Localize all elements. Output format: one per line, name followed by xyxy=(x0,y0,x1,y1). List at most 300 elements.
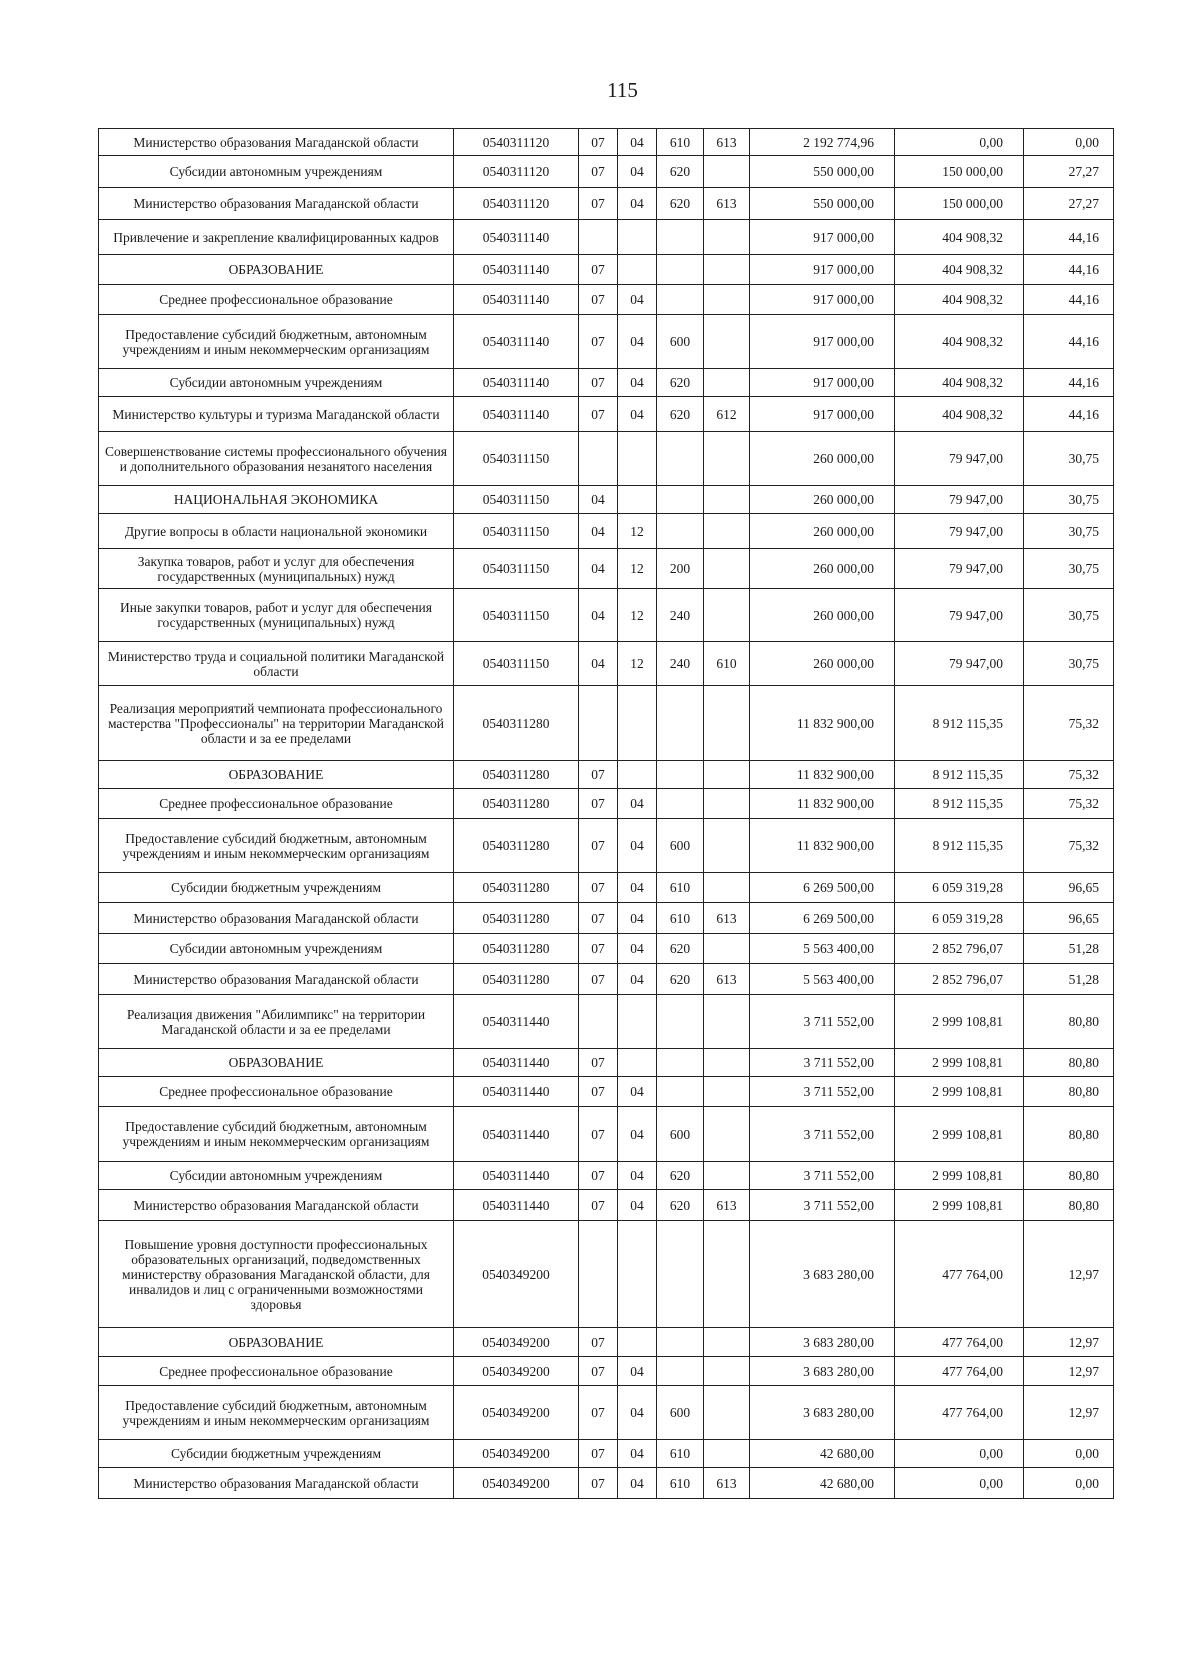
table-row xyxy=(99,964,1114,995)
row-percent: 30,75 xyxy=(1024,549,1114,589)
row-section: 07 xyxy=(579,789,618,819)
row-name: Повышение уровня доступности профессиональных образовательных организаций, подведомственных министерству образования Магаданской области, для инвалидов и лиц с ограниченными возможностями здоровья xyxy=(99,1221,454,1328)
row-code: 0540311150 xyxy=(454,486,579,514)
row-subsection xyxy=(618,686,657,761)
row-admin-code xyxy=(704,1440,750,1468)
row-expense-type xyxy=(657,220,704,255)
row-admin-code xyxy=(704,589,750,642)
row-code: 0540311440 xyxy=(454,1107,579,1162)
table-row xyxy=(99,369,1114,397)
row-subsection: 04 xyxy=(618,903,657,934)
row-percent: 12,97 xyxy=(1024,1328,1114,1357)
row-plan-amount: 3 711 552,00 xyxy=(750,1049,895,1077)
row-percent: 80,80 xyxy=(1024,1190,1114,1221)
row-plan-amount: 6 269 500,00 xyxy=(750,903,895,934)
row-percent: 80,80 xyxy=(1024,1077,1114,1107)
row-admin-code xyxy=(704,1221,750,1328)
row-code: 0540311280 xyxy=(454,903,579,934)
row-subsection: 12 xyxy=(618,514,657,549)
row-plan-amount: 550 000,00 xyxy=(750,156,895,188)
row-actual-amount: 2 999 108,81 xyxy=(895,1107,1024,1162)
row-actual-amount: 477 764,00 xyxy=(895,1221,1024,1328)
row-subsection: 04 xyxy=(618,1357,657,1386)
row-subsection: 04 xyxy=(618,873,657,903)
row-admin-code xyxy=(704,220,750,255)
row-admin-code xyxy=(704,819,750,873)
row-actual-amount: 79 947,00 xyxy=(895,642,1024,686)
table-row xyxy=(99,188,1114,220)
row-subsection xyxy=(618,1328,657,1357)
row-expense-type: 240 xyxy=(657,589,704,642)
row-code: 0540349200 xyxy=(454,1221,579,1328)
row-actual-amount: 2 852 796,07 xyxy=(895,934,1024,964)
row-expense-type xyxy=(657,686,704,761)
row-expense-type: 610 xyxy=(657,903,704,934)
row-actual-amount: 6 059 319,28 xyxy=(895,873,1024,903)
row-actual-amount: 404 908,32 xyxy=(895,285,1024,315)
row-percent: 51,28 xyxy=(1024,934,1114,964)
row-section: 07 xyxy=(579,819,618,873)
row-actual-amount: 79 947,00 xyxy=(895,432,1024,486)
table-row xyxy=(99,1049,1114,1077)
row-expense-type xyxy=(657,1328,704,1357)
row-name: Министерство труда и социальной политики Магаданской области xyxy=(99,642,454,686)
budget-table-body xyxy=(99,129,1114,1499)
row-section: 07 xyxy=(579,397,618,432)
row-name: Закупка товаров, работ и услуг для обеспечения государственных (муниципальных) нужд xyxy=(99,549,454,589)
row-plan-amount: 3 683 280,00 xyxy=(750,1386,895,1440)
row-section: 07 xyxy=(579,255,618,285)
row-code: 0540311150 xyxy=(454,514,579,549)
row-plan-amount: 2 192 774,96 xyxy=(750,129,895,156)
row-subsection: 04 xyxy=(618,789,657,819)
row-code: 0540311280 xyxy=(454,873,579,903)
row-percent: 51,28 xyxy=(1024,964,1114,995)
row-expense-type: 200 xyxy=(657,549,704,589)
row-name: ОБРАЗОВАНИЕ xyxy=(99,1328,454,1357)
row-percent: 0,00 xyxy=(1024,129,1114,156)
row-admin-code xyxy=(704,549,750,589)
row-expense-type: 620 xyxy=(657,1162,704,1190)
row-section: 07 xyxy=(579,1357,618,1386)
row-subsection: 04 xyxy=(618,1162,657,1190)
row-percent: 44,16 xyxy=(1024,397,1114,432)
row-plan-amount: 260 000,00 xyxy=(750,514,895,549)
row-code: 0540311120 xyxy=(454,156,579,188)
row-percent: 75,32 xyxy=(1024,789,1114,819)
table-row xyxy=(99,1190,1114,1221)
row-admin-code xyxy=(704,873,750,903)
row-admin-code: 613 xyxy=(704,1190,750,1221)
row-admin-code xyxy=(704,1077,750,1107)
row-section: 07 xyxy=(579,1049,618,1077)
row-percent: 75,32 xyxy=(1024,761,1114,789)
row-name: Реализация мероприятий чемпионата профессионального мастерства "Профессионалы" на территории Магаданской области и за ее пределами xyxy=(99,686,454,761)
row-expense-type xyxy=(657,1077,704,1107)
table-row xyxy=(99,315,1114,369)
row-section: 07 xyxy=(579,934,618,964)
row-actual-amount: 404 908,32 xyxy=(895,255,1024,285)
row-name: Иные закупки товаров, работ и услуг для обеспечения государственных (муниципальных) нужд xyxy=(99,589,454,642)
table-row xyxy=(99,486,1114,514)
table-row xyxy=(99,995,1114,1049)
row-percent: 30,75 xyxy=(1024,589,1114,642)
row-plan-amount: 260 000,00 xyxy=(750,486,895,514)
row-section: 07 xyxy=(579,369,618,397)
row-expense-type: 620 xyxy=(657,397,704,432)
row-actual-amount: 8 912 115,35 xyxy=(895,761,1024,789)
row-admin-code xyxy=(704,255,750,285)
row-actual-amount: 0,00 xyxy=(895,1468,1024,1499)
row-plan-amount: 11 832 900,00 xyxy=(750,789,895,819)
row-plan-amount: 917 000,00 xyxy=(750,220,895,255)
row-admin-code xyxy=(704,432,750,486)
row-actual-amount: 8 912 115,35 xyxy=(895,789,1024,819)
row-actual-amount: 150 000,00 xyxy=(895,156,1024,188)
row-name: Министерство образования Магаданской области xyxy=(99,129,454,156)
table-row xyxy=(99,1162,1114,1190)
row-code: 0540311440 xyxy=(454,1049,579,1077)
row-expense-type: 610 xyxy=(657,873,704,903)
row-admin-code xyxy=(704,285,750,315)
table-row xyxy=(99,589,1114,642)
row-expense-type: 620 xyxy=(657,188,704,220)
row-admin-code: 612 xyxy=(704,397,750,432)
row-code: 0540311280 xyxy=(454,789,579,819)
row-percent: 27,27 xyxy=(1024,188,1114,220)
row-actual-amount: 150 000,00 xyxy=(895,188,1024,220)
row-plan-amount: 42 680,00 xyxy=(750,1468,895,1499)
table-row xyxy=(99,285,1114,315)
table-row xyxy=(99,220,1114,255)
row-name: Среднее профессиональное образование xyxy=(99,1357,454,1386)
row-admin-code xyxy=(704,1162,750,1190)
row-code: 0540349200 xyxy=(454,1328,579,1357)
row-plan-amount: 5 563 400,00 xyxy=(750,934,895,964)
row-subsection: 12 xyxy=(618,549,657,589)
row-percent: 96,65 xyxy=(1024,873,1114,903)
row-subsection: 04 xyxy=(618,397,657,432)
row-plan-amount: 917 000,00 xyxy=(750,255,895,285)
row-subsection: 04 xyxy=(618,819,657,873)
row-code: 0540311140 xyxy=(454,369,579,397)
row-actual-amount: 404 908,32 xyxy=(895,397,1024,432)
row-plan-amount: 550 000,00 xyxy=(750,188,895,220)
row-actual-amount: 79 947,00 xyxy=(895,486,1024,514)
row-admin-code xyxy=(704,789,750,819)
row-section: 07 xyxy=(579,285,618,315)
row-subsection xyxy=(618,255,657,285)
row-plan-amount: 3 711 552,00 xyxy=(750,995,895,1049)
row-percent: 27,27 xyxy=(1024,156,1114,188)
row-actual-amount: 8 912 115,35 xyxy=(895,819,1024,873)
row-admin-code xyxy=(704,1328,750,1357)
row-subsection: 12 xyxy=(618,589,657,642)
row-plan-amount: 260 000,00 xyxy=(750,432,895,486)
row-percent: 44,16 xyxy=(1024,255,1114,285)
row-percent: 80,80 xyxy=(1024,1162,1114,1190)
row-plan-amount: 3 711 552,00 xyxy=(750,1107,895,1162)
row-percent: 0,00 xyxy=(1024,1440,1114,1468)
row-code: 0540349200 xyxy=(454,1386,579,1440)
row-percent: 96,65 xyxy=(1024,903,1114,934)
row-plan-amount: 260 000,00 xyxy=(750,589,895,642)
row-section: 07 xyxy=(579,964,618,995)
row-name: Среднее профессиональное образование xyxy=(99,1077,454,1107)
row-section: 07 xyxy=(579,1468,618,1499)
row-code: 0540349200 xyxy=(454,1468,579,1499)
row-expense-type: 600 xyxy=(657,819,704,873)
row-name: ОБРАЗОВАНИЕ xyxy=(99,1049,454,1077)
row-code: 0540311140 xyxy=(454,255,579,285)
row-section: 04 xyxy=(579,549,618,589)
row-expense-type: 620 xyxy=(657,1190,704,1221)
row-subsection: 04 xyxy=(618,315,657,369)
row-subsection: 04 xyxy=(618,369,657,397)
row-plan-amount: 3 711 552,00 xyxy=(750,1162,895,1190)
row-name: Министерство культуры и туризма Магаданской области xyxy=(99,397,454,432)
table-row xyxy=(99,1221,1114,1328)
row-section: 07 xyxy=(579,156,618,188)
budget-table xyxy=(98,128,1114,1499)
row-expense-type: 610 xyxy=(657,1440,704,1468)
row-name: Предоставление субсидий бюджетным, автономным учреждениям и иным некоммерческим организациям xyxy=(99,1386,454,1440)
row-code: 0540311280 xyxy=(454,819,579,873)
table-row xyxy=(99,819,1114,873)
row-percent: 12,97 xyxy=(1024,1386,1114,1440)
row-section xyxy=(579,432,618,486)
row-subsection xyxy=(618,761,657,789)
table-row xyxy=(99,397,1114,432)
row-plan-amount: 260 000,00 xyxy=(750,549,895,589)
row-name: Министерство образования Магаданской области xyxy=(99,1190,454,1221)
row-section: 07 xyxy=(579,1386,618,1440)
row-expense-type xyxy=(657,432,704,486)
table-row xyxy=(99,156,1114,188)
row-name: Предоставление субсидий бюджетным, автономным учреждениям и иным некоммерческим организациям xyxy=(99,315,454,369)
row-admin-code xyxy=(704,995,750,1049)
row-expense-type: 240 xyxy=(657,642,704,686)
row-plan-amount: 260 000,00 xyxy=(750,642,895,686)
row-code: 0540311280 xyxy=(454,964,579,995)
row-plan-amount: 917 000,00 xyxy=(750,315,895,369)
row-code: 0540311150 xyxy=(454,589,579,642)
row-name: Предоставление субсидий бюджетным, автономным учреждениям и иным некоммерческим организациям xyxy=(99,819,454,873)
row-expense-type xyxy=(657,1221,704,1328)
row-percent: 80,80 xyxy=(1024,1049,1114,1077)
row-plan-amount: 3 683 280,00 xyxy=(750,1328,895,1357)
row-expense-type xyxy=(657,761,704,789)
row-name: ОБРАЗОВАНИЕ xyxy=(99,761,454,789)
row-admin-code xyxy=(704,1107,750,1162)
row-subsection xyxy=(618,486,657,514)
row-expense-type: 610 xyxy=(657,129,704,156)
table-row xyxy=(99,903,1114,934)
table-row xyxy=(99,1107,1114,1162)
row-actual-amount: 79 947,00 xyxy=(895,589,1024,642)
row-name: Среднее профессиональное образование xyxy=(99,789,454,819)
row-name: Министерство образования Магаданской области xyxy=(99,903,454,934)
row-expense-type xyxy=(657,255,704,285)
row-admin-code: 613 xyxy=(704,964,750,995)
row-actual-amount: 79 947,00 xyxy=(895,514,1024,549)
row-subsection: 04 xyxy=(618,1386,657,1440)
row-name: Привлечение и закрепление квалифицированных кадров xyxy=(99,220,454,255)
row-expense-type xyxy=(657,789,704,819)
row-name: Другие вопросы в области национальной экономики xyxy=(99,514,454,549)
row-admin-code: 610 xyxy=(704,642,750,686)
table-row xyxy=(99,255,1114,285)
row-percent: 75,32 xyxy=(1024,686,1114,761)
row-section: 07 xyxy=(579,315,618,369)
row-plan-amount: 3 683 280,00 xyxy=(750,1357,895,1386)
row-subsection xyxy=(618,1049,657,1077)
row-name: Субсидии автономным учреждениям xyxy=(99,934,454,964)
row-section: 07 xyxy=(579,903,618,934)
row-section: 07 xyxy=(579,188,618,220)
row-actual-amount: 404 908,32 xyxy=(895,315,1024,369)
row-name: Субсидии автономным учреждениям xyxy=(99,156,454,188)
row-plan-amount: 3 683 280,00 xyxy=(750,1221,895,1328)
row-percent: 44,16 xyxy=(1024,315,1114,369)
row-code: 0540311280 xyxy=(454,761,579,789)
row-code: 0540311120 xyxy=(454,188,579,220)
row-name: ОБРАЗОВАНИЕ xyxy=(99,255,454,285)
row-actual-amount: 79 947,00 xyxy=(895,549,1024,589)
row-subsection: 04 xyxy=(618,1077,657,1107)
row-expense-type: 600 xyxy=(657,315,704,369)
row-name: Среднее профессиональное образование xyxy=(99,285,454,315)
row-expense-type xyxy=(657,1049,704,1077)
row-plan-amount: 917 000,00 xyxy=(750,397,895,432)
row-plan-amount: 3 711 552,00 xyxy=(750,1077,895,1107)
row-name: Субсидии автономным учреждениям xyxy=(99,369,454,397)
table-row xyxy=(99,432,1114,486)
row-admin-code: 613 xyxy=(704,129,750,156)
row-code: 0540311280 xyxy=(454,934,579,964)
table-row xyxy=(99,1386,1114,1440)
row-expense-type xyxy=(657,285,704,315)
row-section: 07 xyxy=(579,761,618,789)
row-actual-amount: 0,00 xyxy=(895,1440,1024,1468)
row-name: Субсидии бюджетным учреждениям xyxy=(99,1440,454,1468)
row-subsection: 04 xyxy=(618,129,657,156)
row-actual-amount: 404 908,32 xyxy=(895,369,1024,397)
row-section xyxy=(579,1221,618,1328)
row-expense-type: 600 xyxy=(657,1107,704,1162)
row-admin-code xyxy=(704,686,750,761)
row-name: Субсидии автономным учреждениям xyxy=(99,1162,454,1190)
row-percent: 44,16 xyxy=(1024,369,1114,397)
row-subsection: 04 xyxy=(618,188,657,220)
row-section: 07 xyxy=(579,1107,618,1162)
row-admin-code xyxy=(704,761,750,789)
row-section: 07 xyxy=(579,1077,618,1107)
table-row xyxy=(99,789,1114,819)
table-row xyxy=(99,1357,1114,1386)
row-plan-amount: 11 832 900,00 xyxy=(750,761,895,789)
row-percent: 0,00 xyxy=(1024,1468,1114,1499)
table-row xyxy=(99,1468,1114,1499)
row-percent: 30,75 xyxy=(1024,432,1114,486)
row-actual-amount: 2 852 796,07 xyxy=(895,964,1024,995)
row-code: 0540311140 xyxy=(454,285,579,315)
row-subsection: 04 xyxy=(618,934,657,964)
row-percent: 44,16 xyxy=(1024,285,1114,315)
row-subsection: 04 xyxy=(618,964,657,995)
row-section: 04 xyxy=(579,642,618,686)
row-code: 0540311440 xyxy=(454,1162,579,1190)
row-expense-type: 600 xyxy=(657,1386,704,1440)
row-percent: 30,75 xyxy=(1024,642,1114,686)
row-subsection xyxy=(618,995,657,1049)
row-name: Предоставление субсидий бюджетным, автономным учреждениям и иным некоммерческим организациям xyxy=(99,1107,454,1162)
row-admin-code xyxy=(704,934,750,964)
row-plan-amount: 11 832 900,00 xyxy=(750,819,895,873)
table-row xyxy=(99,549,1114,589)
table-row xyxy=(99,934,1114,964)
row-code: 0540349200 xyxy=(454,1357,579,1386)
table-row xyxy=(99,761,1114,789)
row-actual-amount: 8 912 115,35 xyxy=(895,686,1024,761)
row-admin-code xyxy=(704,486,750,514)
row-plan-amount: 917 000,00 xyxy=(750,369,895,397)
row-subsection xyxy=(618,432,657,486)
row-expense-type: 610 xyxy=(657,1468,704,1499)
row-section xyxy=(579,220,618,255)
row-code: 0540311440 xyxy=(454,995,579,1049)
row-name: Министерство образования Магаданской области xyxy=(99,964,454,995)
row-actual-amount: 477 764,00 xyxy=(895,1357,1024,1386)
table-row xyxy=(99,514,1114,549)
row-section: 07 xyxy=(579,1440,618,1468)
table-row xyxy=(99,1077,1114,1107)
row-actual-amount: 2 999 108,81 xyxy=(895,1190,1024,1221)
table-row xyxy=(99,873,1114,903)
row-admin-code xyxy=(704,156,750,188)
row-admin-code xyxy=(704,315,750,369)
page-number: 115 xyxy=(607,78,638,102)
row-percent: 80,80 xyxy=(1024,1107,1114,1162)
row-expense-type xyxy=(657,995,704,1049)
row-section: 04 xyxy=(579,486,618,514)
row-plan-amount: 5 563 400,00 xyxy=(750,964,895,995)
row-percent: 12,97 xyxy=(1024,1357,1114,1386)
row-percent: 30,75 xyxy=(1024,514,1114,549)
row-section: 07 xyxy=(579,1190,618,1221)
row-actual-amount: 2 999 108,81 xyxy=(895,1162,1024,1190)
row-code: 0540311150 xyxy=(454,432,579,486)
row-subsection: 04 xyxy=(618,1190,657,1221)
row-admin-code: 613 xyxy=(704,903,750,934)
row-code: 0540311120 xyxy=(454,129,579,156)
row-percent: 30,75 xyxy=(1024,486,1114,514)
row-code: 0540311440 xyxy=(454,1077,579,1107)
row-expense-type: 620 xyxy=(657,964,704,995)
row-section: 07 xyxy=(579,129,618,156)
row-admin-code xyxy=(704,1386,750,1440)
row-code: 0540311150 xyxy=(454,549,579,589)
row-subsection: 04 xyxy=(618,285,657,315)
row-subsection: 04 xyxy=(618,1440,657,1468)
row-name: Министерство образования Магаданской области xyxy=(99,188,454,220)
row-percent: 44,16 xyxy=(1024,220,1114,255)
table-row xyxy=(99,686,1114,761)
row-section xyxy=(579,995,618,1049)
row-code: 0540349200 xyxy=(454,1440,579,1468)
row-code: 0540311140 xyxy=(454,220,579,255)
row-expense-type: 620 xyxy=(657,156,704,188)
